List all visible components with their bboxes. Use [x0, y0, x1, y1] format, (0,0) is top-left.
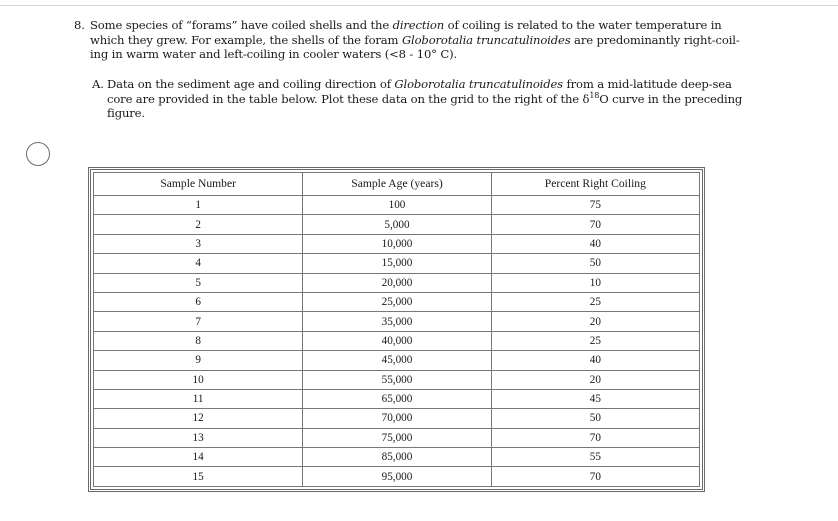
table-row [94, 215, 700, 234]
cell-sample-age: 70,000 [303, 409, 491, 428]
cell-sample-number: 7 [94, 312, 303, 331]
table-row [94, 389, 700, 408]
cell-sample-age: 5,000 [303, 215, 491, 234]
cell-percent-right: 20 [491, 370, 699, 389]
header-sample-number: Sample Number [94, 173, 303, 196]
table-row [94, 331, 700, 350]
cell-sample-age: 20,000 [303, 273, 491, 292]
cell-percent-right: 40 [491, 234, 699, 253]
cell-sample-age: 100 [303, 196, 491, 215]
cell-sample-age: 85,000 [303, 448, 491, 467]
cell-percent-right: 55 [491, 448, 699, 467]
table-row [94, 312, 700, 331]
table-row [94, 234, 700, 253]
part-a-statement [92, 77, 782, 121]
header-percent-right-coiling: Percent Right Coiling [491, 173, 699, 196]
cell-percent-right: 10 [491, 273, 699, 292]
table-row [94, 273, 700, 292]
table-row [94, 370, 700, 389]
top-divider [0, 5, 838, 6]
part-a-line-3: figure. [107, 106, 145, 121]
cell-percent-right: 70 [491, 215, 699, 234]
cell-sample-number: 8 [94, 331, 303, 350]
cell-sample-age: 45,000 [303, 351, 491, 370]
cell-sample-number: 15 [94, 467, 303, 486]
part-a-line-2: core are provided in the table below. Plot these data on the grid to the right of the $\delta^{18}O$ curve in the preceding [107, 90, 743, 106]
cell-percent-right: 50 [491, 409, 699, 428]
cell-sample-age: 35,000 [303, 312, 491, 331]
coiling-data-table [93, 172, 700, 487]
problem-line-3: ing in warm water and left-coiling in cooler waters (<8 - 10° C). [90, 47, 457, 62]
part-a-line-1: A. Data on the sediment age and coiling direction of Globorotalia truncatulinoides from a mid-latitude deep-sea [92, 77, 732, 91]
cell-sample-age: 25,000 [303, 292, 491, 311]
cell-sample-number: 1 [94, 196, 303, 215]
table-row [94, 409, 700, 428]
cell-percent-right: 75 [491, 196, 699, 215]
table-row [94, 448, 700, 467]
cell-sample-age: 40,000 [303, 331, 491, 350]
data-table-frame [88, 167, 705, 492]
cell-sample-number: 14 [94, 448, 303, 467]
cell-sample-number: 12 [94, 409, 303, 428]
cell-sample-number: 10 [94, 370, 303, 389]
table-header-row [94, 173, 700, 196]
cell-sample-age: 65,000 [303, 389, 491, 408]
cell-percent-right: 50 [491, 254, 699, 273]
header-sample-age: Sample Age (years) [303, 173, 491, 196]
problem-statement [74, 18, 764, 62]
cell-sample-age: 75,000 [303, 428, 491, 447]
cell-percent-right: 45 [491, 389, 699, 408]
cell-sample-number: 4 [94, 254, 303, 273]
cell-sample-number: 9 [94, 351, 303, 370]
cell-sample-age: 55,000 [303, 370, 491, 389]
table-row [94, 292, 700, 311]
cell-percent-right: 20 [491, 312, 699, 331]
table-row [94, 467, 700, 486]
problem-line-2: which they grew. For example, the shells of the foram Globorotalia truncatulinoides are predominantly right-coil- [90, 32, 740, 47]
cell-percent-right: 25 [491, 292, 699, 311]
cell-sample-age: 15,000 [303, 254, 491, 273]
cell-sample-number: 11 [94, 389, 303, 408]
table-row [94, 428, 700, 447]
cell-sample-age: 95,000 [303, 467, 491, 486]
problem-number: 8. [74, 18, 85, 32]
cell-sample-age: 10,000 [303, 234, 491, 253]
table-row [94, 196, 700, 215]
table-row [94, 254, 700, 273]
circle-marker-icon [26, 142, 50, 166]
cell-sample-number: 6 [94, 292, 303, 311]
cell-sample-number: 3 [94, 234, 303, 253]
table-row [94, 351, 700, 370]
cell-percent-right: 40 [491, 351, 699, 370]
cell-percent-right: 70 [491, 428, 699, 447]
cell-sample-number: 2 [94, 215, 303, 234]
cell-sample-number: 13 [94, 428, 303, 447]
cell-sample-number: 5 [94, 273, 303, 292]
cell-percent-right: 70 [491, 467, 699, 486]
problem-line-1: 8. Some species of “forams” have coiled shells and the direction of coiling is related to the water temperature in [74, 18, 722, 32]
part-a-label: A. [92, 77, 104, 91]
cell-percent-right: 25 [491, 331, 699, 350]
